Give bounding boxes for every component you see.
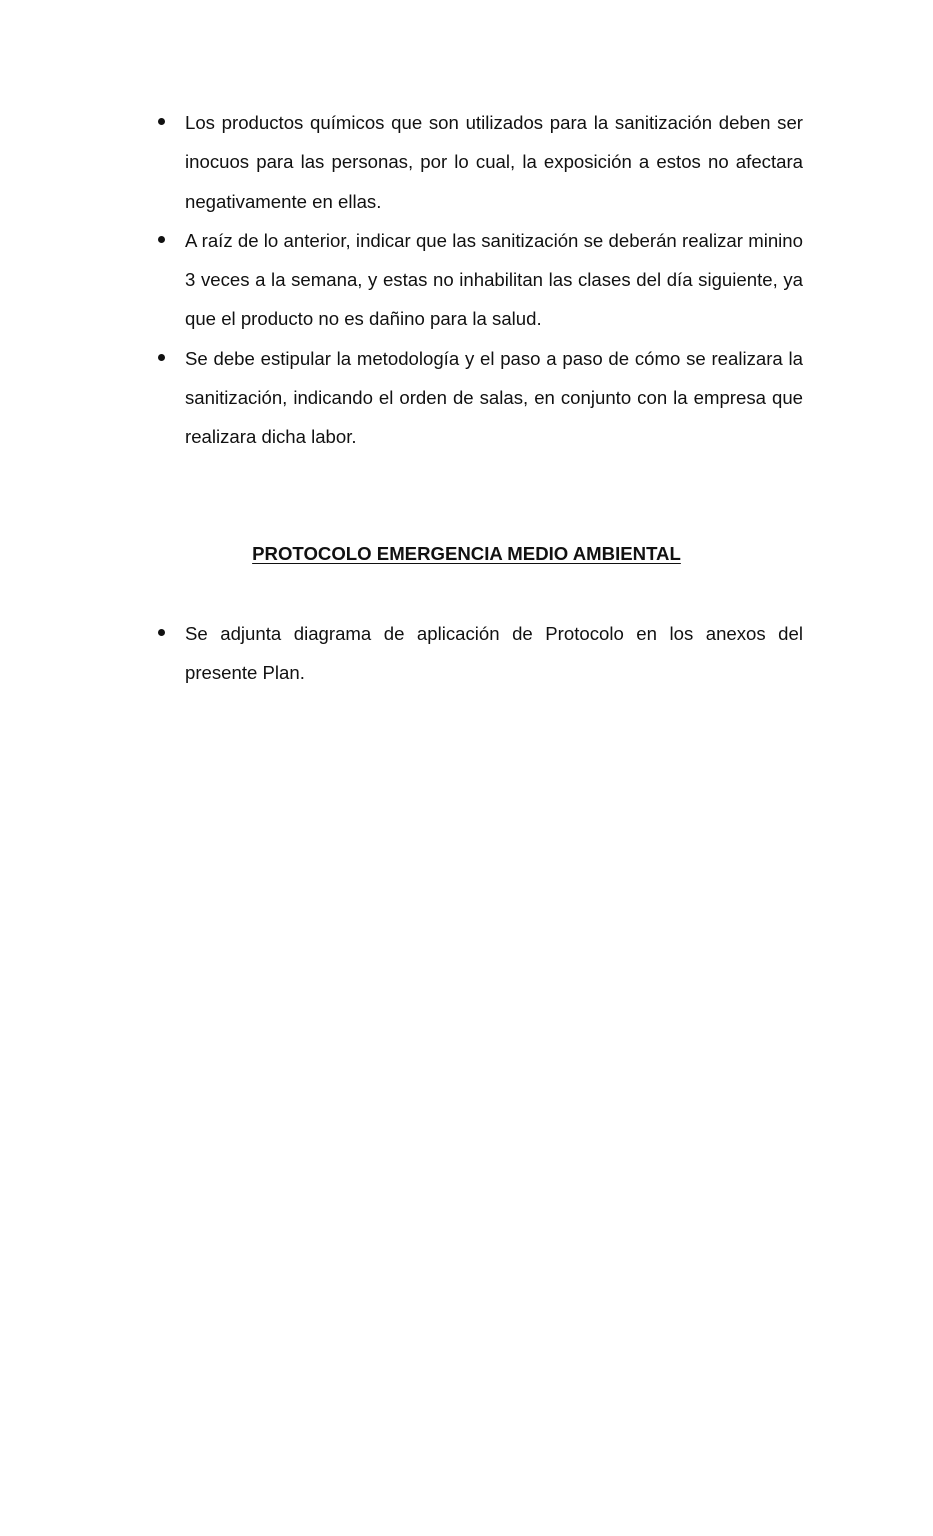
list-item: [158, 614, 803, 693]
bullet-list: [158, 103, 803, 457]
bullet-icon: [158, 629, 165, 636]
list-item-text: Se debe estipular la metodología y el paso a paso de cómo se realizara la sanitización, indicando el orden de salas, en conjunto con la empresa que realizara dicha labor.: [185, 347, 803, 448]
list-item-text: Los productos químicos que son utilizados para la sanitización deben ser inocuos para las personas, por lo cual, la exposición a estos no afectara negativamente en ellas.: [185, 112, 803, 212]
bullet-icon: [158, 354, 165, 361]
list-item-text: Se adjunta diagrama de aplicación de Protocolo en los anexos del presente Plan.: [185, 623, 803, 684]
list-item: [158, 339, 803, 457]
bullet-icon: [158, 236, 165, 243]
list-item: [158, 103, 803, 221]
list-item: [158, 221, 803, 339]
section-heading: PROTOCOLO EMERGENCIA MEDIO AMBIENTAL: [252, 543, 681, 564]
bullet-icon: [158, 118, 165, 125]
bullet-list: [158, 614, 803, 693]
list-item-text: A raíz de lo anterior, indicar que las sanitización se deberán realizar minino 3 veces a la semana, y estas no inhabilitan las clases del día siguiente, ya que el producto no es dañino para la salud.: [185, 229, 803, 330]
